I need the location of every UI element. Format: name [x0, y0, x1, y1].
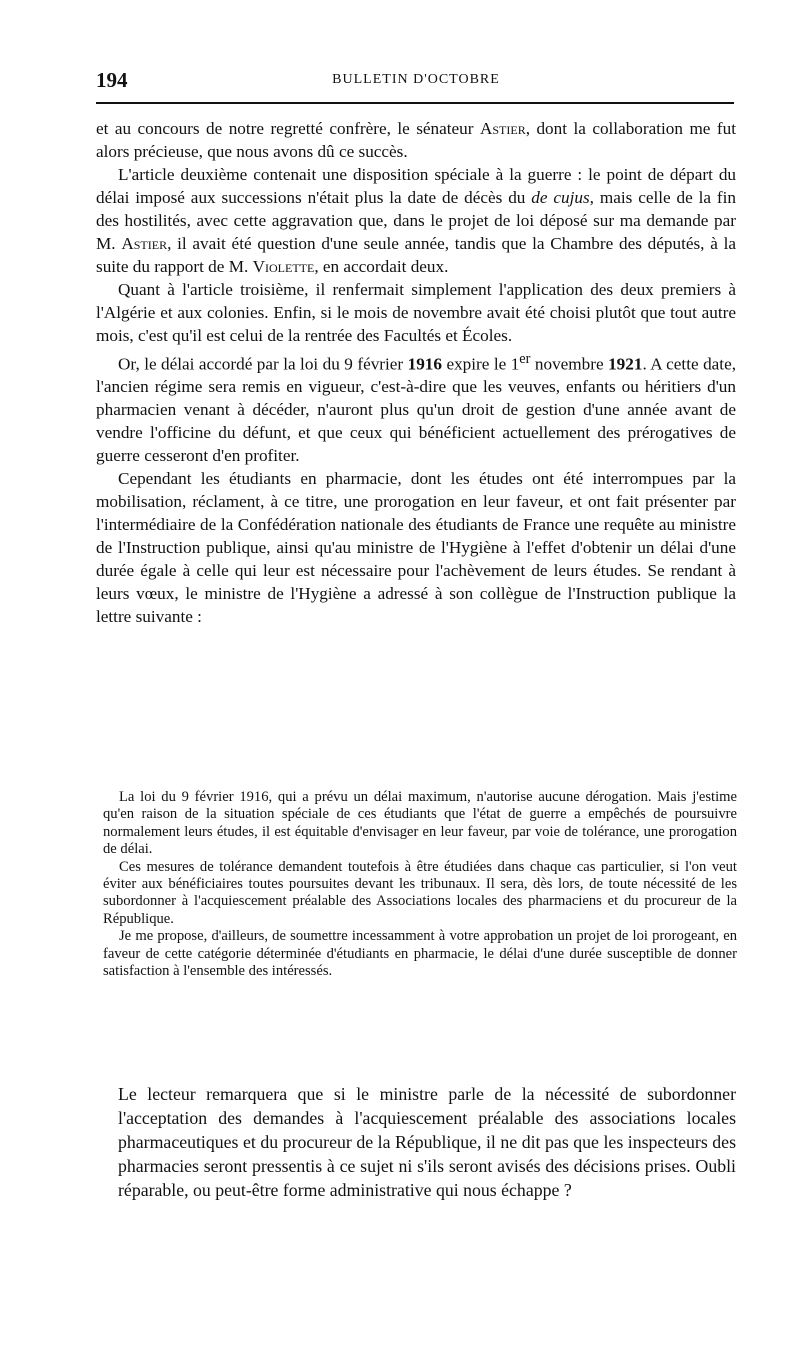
header-rule — [96, 102, 734, 104]
main-text — [96, 118, 736, 629]
text-run: L'article deuxième contenait une disposition spéciale à la guerre : le point de départ du délai imposé aux successions n'était plus la date de décès du — [96, 164, 736, 207]
text-run: Or, le délai accordé par la loi du 9 février — [118, 354, 408, 374]
paragraph — [96, 468, 736, 629]
closing-text — [118, 1082, 736, 1202]
text-run: Quant à l'article troisième, il renfermait simplement l'application des deux premiers à l'Algérie et aux colonies. Enfin, si le mois de novembre avait été choisi plutôt que tout autre mois, c'est qu'il est celui de la rentrée des Facultés et Écoles. — [96, 279, 736, 345]
letter-paragraph: La loi du 9 février 1916, qui a prévu un délai maximum, n'autorise aucune dérogation. Mais j'estime qu'en raison de la situation spéciale de ces étudiants que l'état de guerre a empêchés de poursuivre normalement leurs études, il est équitable d'envisager en leur faveur, par voie de tolérance, une prorogation de délai. — [103, 789, 737, 858]
paragraph — [96, 279, 736, 348]
text-run: , en accordait deux. — [314, 256, 449, 276]
text-run: novembre — [530, 354, 609, 374]
bold-year: 1916 — [407, 354, 442, 374]
letter-paragraph: Je me propose, d'ailleurs, de soumettre incessamment à votre approbation un projet de loi prorogeant, en faveur de cette catégorie déterminée d'étudiants en pharmacie, le délai d'une durée susceptible de donner satisfaction à l'ensemble des intéressés. — [103, 928, 737, 980]
paragraph — [96, 118, 736, 164]
author-name: Astier — [479, 119, 526, 138]
text-run: , mais celle de la fin des hostilités, avec cette aggravation que, dans le projet de loi déposé sur ma demande par M. — [96, 187, 736, 253]
text-run: Cependant les étudiants en pharmacie, dont les études ont été interrompues par la mobilisation, réclament, à ce titre, une prorogation en leur faveur, et ont fait présenter par l'intermédiaire de la Confédération nationale des étudiants de France une requête au ministre de l'Instruction publique, ainsi qu'au ministre de l'Hygiène à l'effet d'obtenir un délai d'une durée égale à celle qui leur est nécessaire pour l'achèvement de leurs études. Se rendant à leurs vœux, le ministre de l'Hygiène a adressé à son collègue de l'Instruction publique la lettre suivante : — [96, 469, 736, 626]
bold-year: 1921 — [608, 354, 643, 374]
text-run: et au concours de notre regretté confrère, le sénateur — [96, 119, 480, 138]
quoted-letter — [103, 789, 737, 980]
text-run: . A cette date, l'ancien régime sera remis en vigueur, c'est-à-dire que les veuves, enfants ou héritiers d'un pharmacien venant à décéder, n'auront plus qu'un droit de gestion d'une année avant de vendre l'officine du défunt, et que ceux qui bénéficient actuellement des prérogatives de guerre cesseront d'en profiter. — [96, 354, 736, 466]
author-name: Violette — [252, 256, 315, 276]
italic-term: de cujus — [531, 187, 590, 207]
closing-paragraph: Le lecteur remarquera que si le ministre parle de la nécessité de subordonner l'acceptation des demandes à l'acquiescement préalable des associations locales pharmaceutiques et du procureur de la République, il ne dit pas que les inspecteurs des pharmacies seront pressentis à ce sujet ni s'ils seront avisés des décisions prises. Oubli réparable, ou peut-être forme administrative qui nous échappe ? — [118, 1084, 736, 1200]
ordinal-suffix: er — [519, 350, 531, 367]
paragraph — [96, 348, 736, 469]
author-name: Astier — [121, 233, 168, 253]
paragraph — [96, 164, 736, 279]
text-run: , il avait été question d'une seule année, tandis que la Chambre des députés, à la suite du rapport de M. — [96, 233, 736, 276]
text-run: expire le 1 — [441, 354, 520, 374]
letter-paragraph: Ces mesures de tolérance demandent toutefois à être étudiées dans chaque cas particulier, si l'on veut éviter aux bénéficiaires toutes poursuites devant les tribunaux. Il sera, dès lors, de toute nécessité de les subordonner à l'acquiescement préalable des Associations locales des pharmaciens et du procureur de la République. — [103, 858, 737, 927]
page-number: 194 — [96, 68, 128, 92]
running-title: BULLETIN D'OCTOBRE — [332, 72, 500, 87]
page-header — [96, 68, 736, 96]
text-run: , dont la collaboration me fut alors précieuse, que nous avons dû ce succès. — [96, 119, 736, 161]
